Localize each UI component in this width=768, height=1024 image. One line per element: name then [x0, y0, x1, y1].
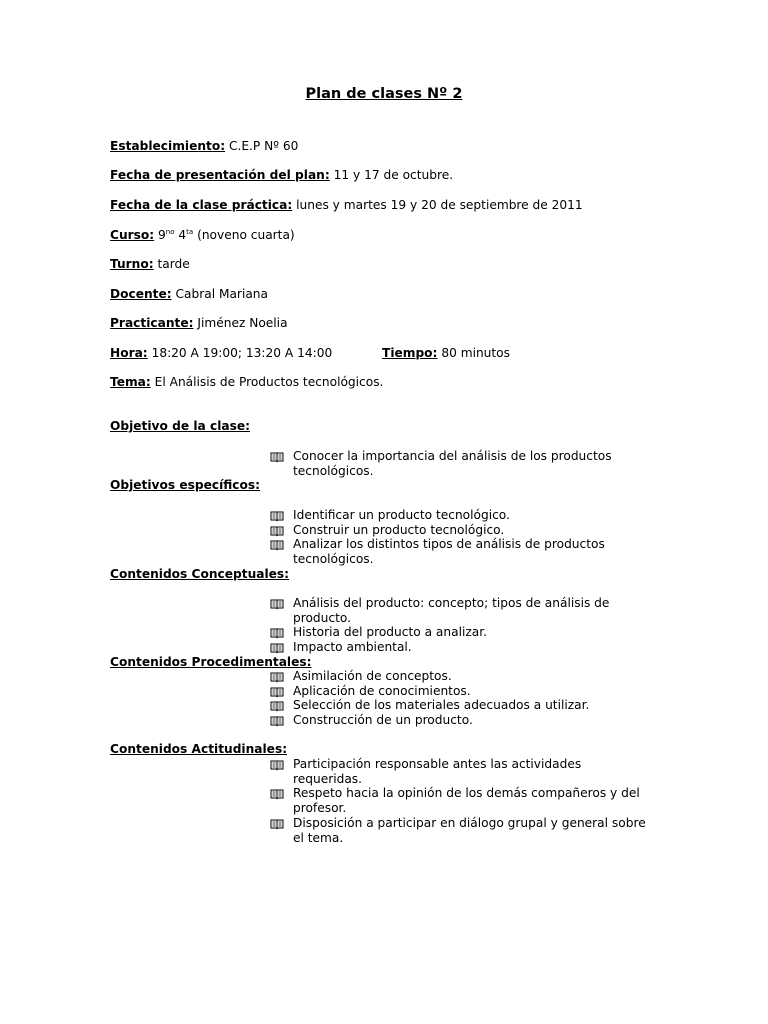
open-book-icon	[270, 510, 284, 522]
list-item	[270, 449, 650, 478]
curso-description: (noveno cuarta)	[197, 228, 295, 242]
open-book-icon	[270, 525, 284, 537]
list-item	[270, 596, 650, 625]
actitudinales-heading: Contenidos Actitudinales:	[110, 742, 288, 756]
open-book-icon	[270, 700, 284, 712]
procedimentales-heading: Contenidos Procedimentales:	[110, 655, 312, 669]
list-item-text: Participación responsable antes las actividades requeridas.	[293, 757, 582, 786]
hora-value: 18:20 A 19:00; 13:20 A 14:00	[151, 346, 333, 360]
list-item-text: Historia del producto a analizar.	[293, 625, 487, 640]
tema-row	[110, 375, 383, 390]
list-item	[270, 523, 650, 538]
docente-label: Docente:	[110, 287, 172, 301]
curso-division: 4	[178, 228, 187, 242]
practicante-row	[110, 316, 288, 331]
docente-row	[110, 287, 268, 302]
fecha-presentacion-row	[110, 168, 453, 183]
especificos-heading: Objetivos específicos:	[110, 478, 261, 492]
list-item-text: Construir un producto tecnológico.	[293, 522, 505, 537]
list-item-text: Disposición a participar en diálogo grupal y general sobre el tema.	[293, 815, 646, 845]
actitudinales-list	[270, 757, 650, 845]
tema-value: El Análisis de Productos tecnológicos.	[154, 375, 384, 389]
conceptuales-heading: Contenidos Conceptuales:	[110, 567, 290, 581]
list-item	[270, 757, 650, 786]
list-item	[270, 537, 650, 566]
tiempo-label: Tiempo:	[382, 346, 438, 360]
tiempo-value: 80 minutos	[441, 346, 510, 360]
open-book-icon	[270, 671, 284, 683]
especificos-list	[270, 508, 650, 567]
curso-grade: 9	[158, 228, 166, 242]
practicante-label: Practicante:	[110, 316, 194, 330]
list-item-text: Análisis del producto: concepto; tipos de análisis de producto.	[293, 596, 610, 625]
list-item-text: Analizar los distintos tipos de análisis de productos tecnológicos.	[293, 537, 605, 567]
open-book-icon	[270, 598, 284, 610]
page-title: Plan de clases Nº 2	[305, 86, 463, 102]
fecha-practica-value: lunes y martes 19 y 20 de septiembre de 2011	[296, 198, 583, 212]
curso-label: Curso:	[110, 228, 155, 242]
fecha-presentacion-value: 11 y 17 de octubre.	[333, 168, 454, 182]
docente-value: Cabral Mariana	[175, 287, 268, 301]
establecimiento-row	[110, 139, 298, 154]
open-book-icon	[270, 539, 284, 551]
curso-division-sup: ta	[186, 228, 194, 236]
establecimiento-label: Establecimiento:	[110, 139, 226, 153]
list-item	[270, 625, 650, 640]
objetivo-list	[270, 449, 650, 478]
list-item-text: Selección de los materiales adecuados a utilizar.	[293, 698, 590, 713]
list-item	[270, 816, 650, 845]
turno-label: Turno:	[110, 257, 154, 271]
open-book-icon	[270, 818, 284, 830]
list-item	[270, 669, 650, 684]
fecha-practica-label: Fecha de la clase práctica:	[110, 198, 293, 212]
curso-row	[110, 228, 295, 243]
list-item	[270, 508, 650, 523]
open-book-icon	[270, 715, 284, 727]
hora-label: Hora:	[110, 346, 148, 360]
open-book-icon	[270, 759, 284, 771]
turno-row	[110, 257, 190, 272]
list-item-text: Conocer la importancia del análisis de los productos tecnológicos.	[293, 449, 612, 478]
turno-value: tarde	[157, 257, 190, 271]
open-book-icon	[270, 788, 284, 800]
objetivo-heading: Objetivo de la clase:	[110, 419, 250, 433]
list-item-text: Respeto hacia la opinión de los demás compañeros y del profesor.	[293, 786, 640, 816]
open-book-icon	[270, 642, 284, 654]
list-item	[270, 640, 650, 655]
open-book-icon	[270, 627, 284, 639]
fecha-presentacion-label: Fecha de presentación del plan:	[110, 168, 330, 182]
list-item	[270, 786, 650, 815]
open-book-icon	[270, 451, 284, 463]
tema-label: Tema:	[110, 375, 151, 389]
open-book-icon	[270, 686, 284, 698]
curso-grade-sup: no	[165, 228, 175, 236]
list-item-text: Impacto ambiental.	[293, 640, 412, 655]
practicante-value: Jiménez Noelia	[197, 316, 288, 330]
fecha-practica-row	[110, 198, 583, 213]
list-item-text: Asimilación de conceptos.	[293, 669, 452, 683]
hora-row	[110, 346, 332, 361]
list-item	[270, 684, 650, 699]
list-item	[270, 713, 650, 728]
list-item-text: Construcción de un producto.	[293, 713, 473, 728]
establecimiento-value: C.E.P Nº 60	[228, 139, 299, 153]
list-item-text: Aplicación de conocimientos.	[293, 683, 471, 698]
procedimentales-list	[270, 669, 650, 728]
list-item	[270, 698, 650, 713]
list-item-text: Identificar un producto tecnológico.	[293, 508, 510, 522]
tiempo-row	[382, 346, 510, 361]
conceptuales-list	[270, 596, 650, 655]
